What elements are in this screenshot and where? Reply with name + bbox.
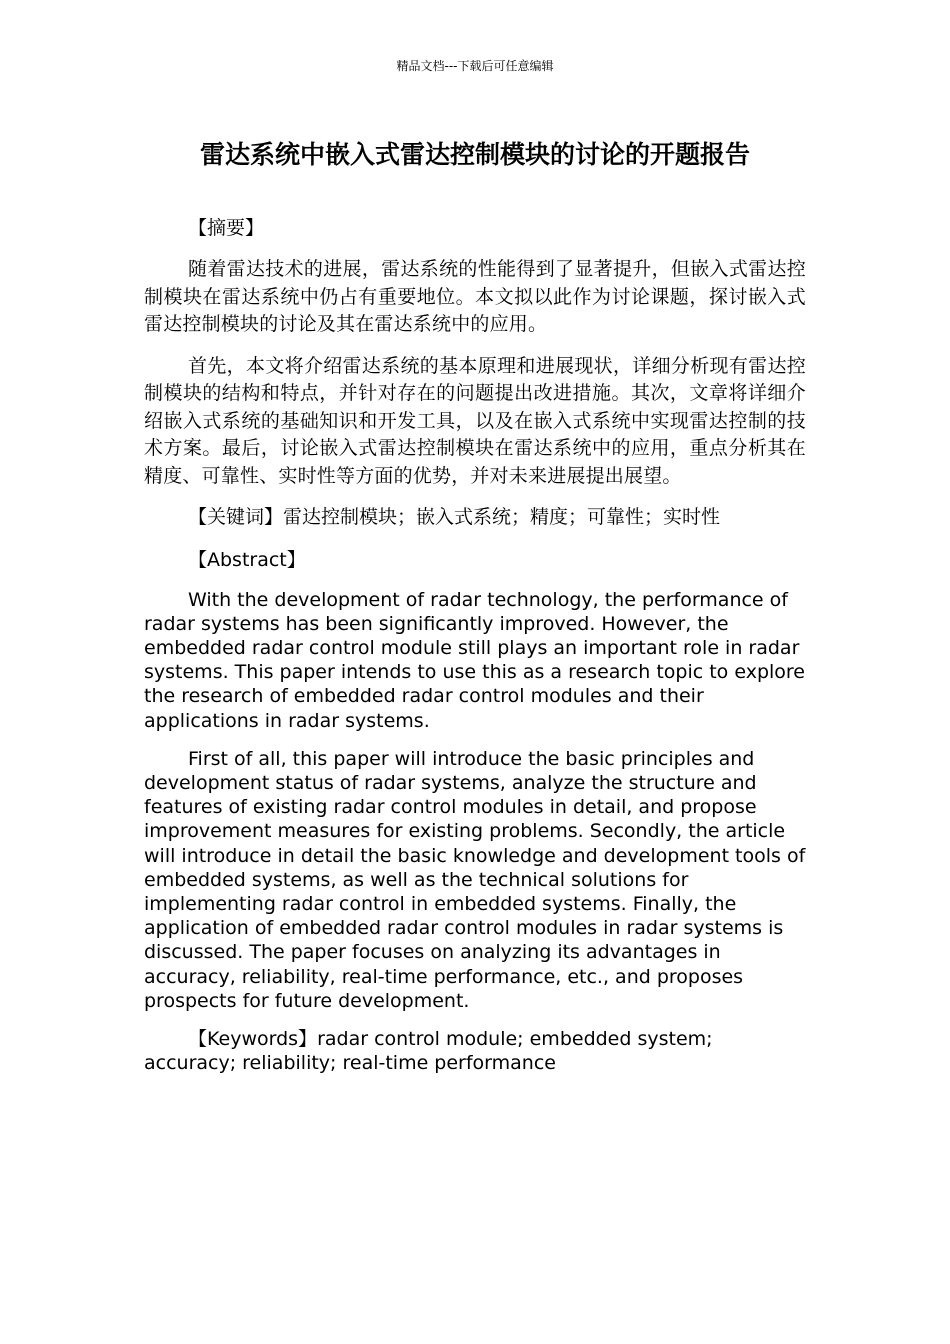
abstract-zh-paragraph-2: 首先，本文将介绍雷达系统的基本原理和进展现状，详细分析现有雷达控制模块的结构和特点，并针对存在的问题提出改进措施。其次，文章将详细介绍嵌入式系统的基础知识和开发工具，以及在嵌入式系统中实现雷达控制的技术方案。最后，讨论嵌入式雷达控制模块在雷达系统中的应用，重点分析其在精度、可靠性、实时性等方面的优势，并对未来进展提出展望。 bbox=[144, 354, 806, 487]
keywords-en-text: radar control module; embedded system; accuracy; reliability; real-time performance bbox=[144, 1027, 713, 1075]
keywords-en-label: 【Keywords】 bbox=[188, 1027, 318, 1050]
abstract-en-paragraph-2: First of all, this paper will introduce the basic principles and development status of radar systems, analyze the structure and features of existing radar control modules in detail, and propose improvement measures for existing problems. Secondly, the article will introduce in detail the basic knowledge and development tools of embedded systems, as well as the technical solutions for implementing radar control in embedded systems. Finally, the application of embedded radar control modules in radar systems is discussed. The paper focuses on analyzing its advantages in accuracy, reliability, real-time performance, etc., and proposes prospects for future development. bbox=[144, 747, 806, 1012]
abstract-en-paragraph-1: With the development of radar technology, the performance of radar systems has been significantly improved. However, the embedded radar control module still plays an important role in radar systems. This paper intends to use this as a research topic to explore the research of embedded radar control modules and their applications in radar systems. bbox=[144, 588, 805, 732]
header-note: 精品文档---下载后可任意编辑 bbox=[396, 59, 554, 73]
abstract-en-label: 【Abstract】 bbox=[188, 548, 306, 571]
page-title: 雷达系统中嵌入式雷达控制模块的讨论的开题报告 bbox=[199, 140, 750, 169]
document-body bbox=[144, 214, 806, 1075]
keywords-zh bbox=[144, 504, 806, 532]
keywords-en bbox=[144, 1027, 806, 1075]
keywords-zh-label: 【关键词】 bbox=[188, 506, 284, 528]
abstract-zh-paragraph-1: 随着雷达技术的进展，雷达系统的性能得到了显著提升，但嵌入式雷达控制模块在雷达系统中仍占有重要地位。本文拟以此作为讨论课题，探讨嵌入式雷达控制模块的讨论及其在雷达系统中的应用。 bbox=[144, 258, 806, 335]
abstract-zh-label: 【摘要】 bbox=[188, 217, 265, 239]
keywords-zh-text: 雷达控制模块；嵌入式系统；精度；可靠性；实时性 bbox=[283, 506, 721, 528]
